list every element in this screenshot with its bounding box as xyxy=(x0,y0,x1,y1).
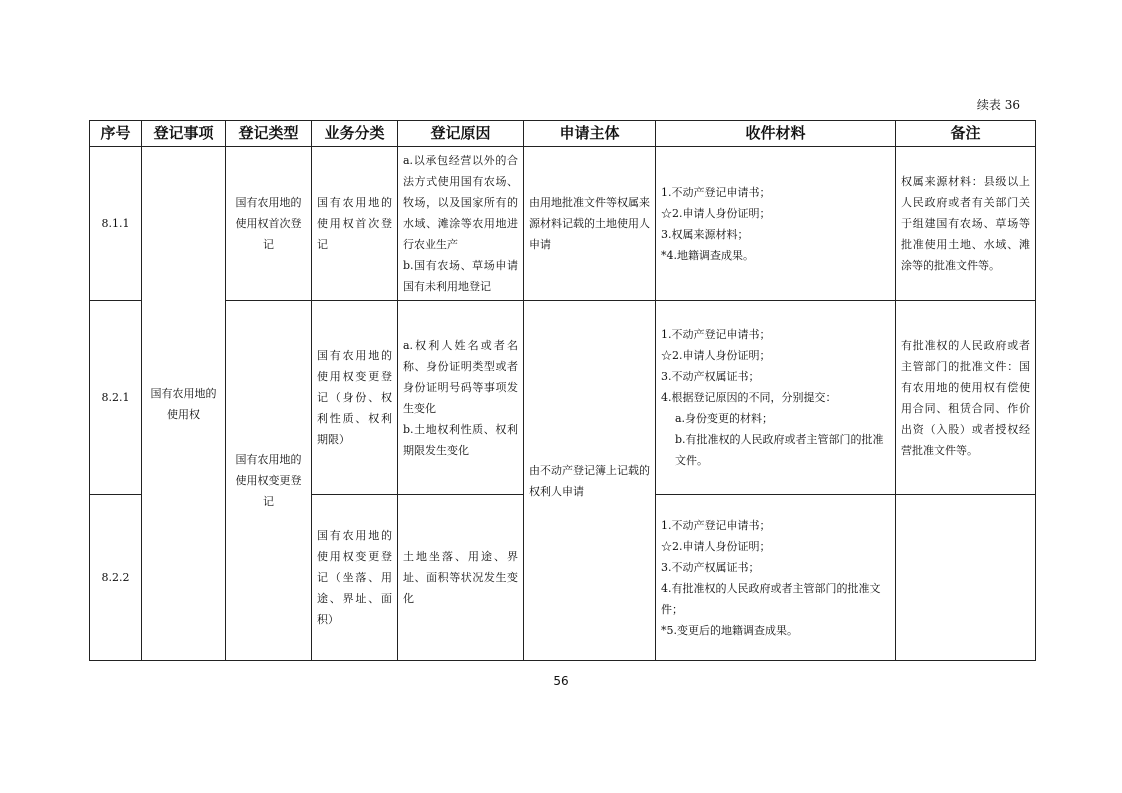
reason-line: 土地坐落、用途、界址、面积等状况发生变化 xyxy=(403,550,518,605)
table-row xyxy=(90,147,1036,301)
seq-cell: 8.1.1 xyxy=(90,147,142,301)
materials-cell xyxy=(656,147,896,301)
type-cell: 国有农用地的使用权首次登记 xyxy=(226,147,312,301)
reason-cell xyxy=(398,301,524,495)
material-item: 1.不动产登记申请书； xyxy=(661,185,771,199)
table-row xyxy=(90,301,1036,495)
category-cell: 国有农用地的使用权首次登记 xyxy=(312,147,398,301)
material-item: *4.地籍调查成果。 xyxy=(661,248,754,262)
header-reason: 登记原因 xyxy=(398,121,524,147)
item-cell: 国有农用地的使用权 xyxy=(142,147,226,661)
remarks-cell: 有批准权的人民政府或者主管部门的批准文件：国有农用地的使用权有偿使用合同、租赁合同、作价出资（入股）或者授权经营批准文件等。 xyxy=(896,301,1036,495)
header-category: 业务分类 xyxy=(312,121,398,147)
category-cell: 国有农用地的使用权变更登记（身份、权利性质、权利期限） xyxy=(312,301,398,495)
header-applicant: 申请主体 xyxy=(524,121,656,147)
reason-cell xyxy=(398,495,524,661)
header-item: 登记事项 xyxy=(142,121,226,147)
applicant-cell: 由不动产登记簿上记载的权利人申请 xyxy=(524,301,656,661)
continued-table-label: 续表 36 xyxy=(976,98,1020,112)
type-cell: 国有农用地的使用权变更登记 xyxy=(226,301,312,661)
remarks-cell xyxy=(896,495,1036,661)
material-item: ☆2.申请人身份证明； xyxy=(661,206,771,220)
remarks-cell: 权属来源材料：县级以上人民政府或者有关部门关于组建国有农场、草场等批准使用土地、水域、滩涂等的批准文件等。 xyxy=(896,147,1036,301)
reason-line: b.国有农场、草场申请国有未利用地登记 xyxy=(403,259,518,293)
reason-cell xyxy=(398,147,524,301)
materials-cell xyxy=(656,495,896,661)
material-item: 1.不动产登记申请书； xyxy=(661,328,771,341)
seq-cell: 8.2.2 xyxy=(90,495,142,661)
material-item: ☆2.申请人身份证明； xyxy=(661,349,771,362)
material-item: 3.不动产权属证书； xyxy=(661,560,760,574)
material-subitem: b.有批准权的人民政府或者主管部门的批准文件。 xyxy=(675,433,884,467)
registration-table xyxy=(89,120,1036,661)
reason-line: a.以承包经营以外的合法方式使用国有农场、牧场，以及国家所有的水域、滩涂等农用地进行农业生产 xyxy=(403,154,518,251)
page-number: 56 xyxy=(553,674,569,688)
applicant-cell: 由用地批准文件等权属来源材料记载的土地使用人申请 xyxy=(524,147,656,301)
reason-line: a.权利人姓名或者名称、身份证明类型或者身份证明号码等事项发生变化 xyxy=(403,338,518,415)
material-item: *5.变更后的地籍调查成果。 xyxy=(661,623,798,637)
material-item: ☆2.申请人身份证明； xyxy=(661,539,771,553)
materials-cell xyxy=(656,301,896,495)
category-cell: 国有农用地的使用权变更登记（坐落、用途、界址、面积） xyxy=(312,495,398,661)
material-item: 4.根据登记原因的不同，分别提交： xyxy=(661,391,837,404)
header-materials: 收件材料 xyxy=(656,121,896,147)
header-type: 登记类型 xyxy=(226,121,312,147)
material-item: 4.有批准权的人民政府或者主管部门的批准文件； xyxy=(661,581,881,616)
header-seq: 序号 xyxy=(90,121,142,147)
material-item: 3.不动产权属证书； xyxy=(661,370,760,383)
table-header-row xyxy=(90,121,1036,147)
material-item: 3.权属来源材料； xyxy=(661,227,749,241)
material-item: 1.不动产登记申请书； xyxy=(661,518,771,532)
material-subitem: a.身份变更的材料； xyxy=(675,412,774,425)
reason-line: b.土地权利性质、权利期限发生变化 xyxy=(403,422,518,457)
seq-cell: 8.2.1 xyxy=(90,301,142,495)
header-remarks: 备注 xyxy=(896,121,1036,147)
